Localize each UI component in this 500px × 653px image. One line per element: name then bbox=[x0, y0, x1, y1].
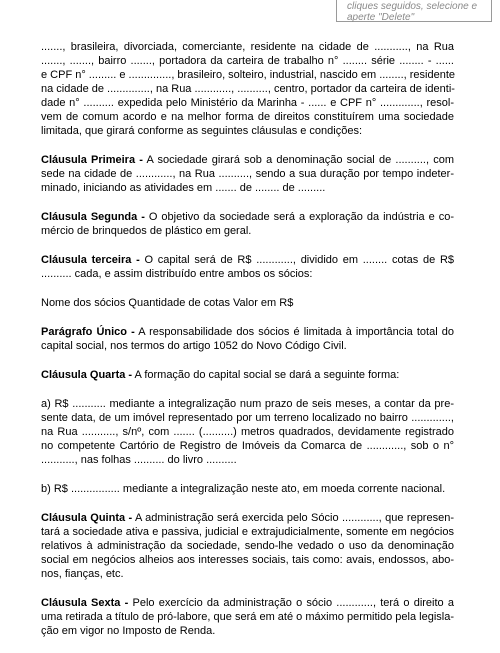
clausula-quarta-text: A formação do capital social se dará a seguinte forma: bbox=[132, 369, 400, 381]
clausula-quarta-line bbox=[41, 368, 454, 382]
instruction-note-line: cliques seguidos, selecione e bbox=[347, 1, 478, 12]
clausula-segunda-text: O objetivo da sociedade será a exploração da indústria e co- bbox=[144, 211, 454, 223]
socios-tabela-line: Nome dos sócios Quantidade de cotas Valor em R$ bbox=[41, 297, 294, 309]
qualificacao-line: ......., ......., bairro ......., portadora da carteira de trabalho n° ........ série ........ - ...... bbox=[41, 55, 454, 67]
clausula-quarta-paragraph bbox=[41, 368, 454, 382]
qualificacao-line: ......., brasileira, divorciada, comerciante, residente na cidade de ..........., na Rua bbox=[41, 41, 454, 53]
clausula-sexta-line: uma retirada a título de pró-labore, que será em até o máximo permitido pela legisla- bbox=[41, 611, 454, 623]
clausula-quinta-heading: Cláusula Quinta - bbox=[41, 512, 133, 524]
clausula-sexta-paragraph bbox=[41, 596, 454, 638]
clausula-primeira-paragraph bbox=[41, 153, 454, 195]
qualificacao-line: e CPF n° ......... e .............., brasileiro, solteiro, industrial, nascido em ........, residente bbox=[41, 69, 456, 81]
paragrafo-unico-paragraph bbox=[41, 325, 454, 353]
clausula-terceira-line bbox=[41, 253, 454, 267]
item-a-line: a) R$ ........... mediante a integralização num prazo de seis meses, a contar da pre- bbox=[41, 398, 454, 410]
clausula-primeira-heading: Cláusula Primeira - bbox=[41, 154, 143, 166]
qualificacao-line: limitada, que girará conforme as seguintes cláusulas e condições: bbox=[41, 125, 363, 137]
instruction-note-line: aperte "Delete" bbox=[347, 12, 415, 23]
item-b-line: b) R$ ................ mediante a integralização neste ato, em moeda corrente nacional. bbox=[41, 483, 446, 495]
clausula-primeira-line bbox=[41, 153, 454, 167]
clausula-sexta-line bbox=[41, 596, 454, 610]
paragrafo-unico-heading: Parágrafo Único - bbox=[41, 326, 135, 338]
paragrafo-unico-line bbox=[41, 325, 454, 339]
qualificacao-line: dade n° .......... expedida pelo Ministério da Marinha - ...... e CPF n° ............., resol- bbox=[41, 97, 454, 109]
paragrafo-unico-line: capital social, nos termos do artigo 1052 do Novo Código Civil. bbox=[41, 340, 347, 352]
clausula-segunda-heading: Cláusula Segunda - bbox=[41, 211, 145, 223]
clausula-segunda-paragraph bbox=[41, 210, 454, 238]
clausula-segunda-line bbox=[41, 210, 454, 224]
contract-document-body bbox=[41, 40, 454, 653]
clausula-terceira-text: O capital será de R$ ............, dividido em ........ cotas de R$ bbox=[139, 254, 455, 266]
item-a-line: ..........., nas folhas .......... do livro .......... bbox=[41, 454, 237, 466]
clausula-sexta-text: Pelo exercício da administração o sócio ............, terá o direito a bbox=[128, 597, 454, 609]
clausula-segunda-line: mércio de brinquedos de plástico em geral. bbox=[41, 225, 252, 237]
clausula-quinta-line: nos, fianças, etc. bbox=[41, 568, 124, 580]
qualificacao-line: na cidade de .............., na Rua ............, .........., centro, portador da carteira de identi- bbox=[41, 83, 455, 95]
item-a-line: sente data, de um imóvel representado por um terreno localizado no bairro ............., bbox=[41, 412, 454, 424]
clausula-quinta-line: social em negócios alheios aos interesses sociais, tais como: avais, endossos, abo- bbox=[41, 554, 454, 566]
clausula-quinta-line: tará a sociedade ativa e passiva, judicial e extrajudicialmente, somente em negócios bbox=[41, 526, 454, 538]
item-a-paragraph bbox=[41, 397, 454, 467]
qualificacao-paragraph bbox=[41, 40, 454, 138]
clausula-quinta-text: A administração será exercida pelo Sócio ............, que represen- bbox=[132, 512, 454, 524]
instruction-note-box bbox=[336, 0, 492, 22]
socios-tabela-paragraph bbox=[41, 296, 454, 310]
clausula-primeira-line: minado, iniciando as atividades em ....... de ........ de ......... bbox=[41, 182, 326, 194]
item-a-line: no competente Cartório de Registro de Imóveis da Comarca de ............, sob o n° bbox=[41, 440, 454, 452]
clausula-sexta-line: ção em vigor no Imposto de Renda. bbox=[41, 625, 216, 637]
item-a-line: na Rua ..........., s/nº, com ....... (..........) metros quadrados, devidamente registrado bbox=[41, 426, 454, 438]
clausula-primeira-text: A sociedade girará sob a denominação social de .........., com bbox=[142, 154, 454, 166]
clausula-terceira-line: .......... cada, e assim distribuído entre ambos os sócios: bbox=[41, 268, 313, 280]
clausula-terceira-heading: Cláusula terceira - bbox=[41, 254, 140, 266]
clausula-quinta-paragraph bbox=[41, 511, 454, 581]
item-b-paragraph bbox=[41, 482, 454, 496]
clausula-quinta-line: relativos à administração da sociedade, sendo-lhe vedado o uso da denominação bbox=[41, 540, 454, 552]
clausula-sexta-heading: Cláusula Sexta - bbox=[41, 597, 129, 609]
clausula-quinta-line bbox=[41, 511, 454, 525]
qualificacao-line: vem de comum acordo e na melhor forma de direitos constituírem uma sociedade bbox=[41, 111, 454, 123]
clausula-terceira-paragraph bbox=[41, 253, 454, 281]
paragrafo-unico-text: A responsabilidade dos sócios é limitada à importância total do bbox=[134, 326, 455, 338]
clausula-primeira-line: sede na cidade de ............, na Rua .........., sendo a sua duração por tempo indeter- bbox=[41, 168, 454, 180]
clausula-quarta-heading: Cláusula Quarta - bbox=[41, 369, 133, 381]
